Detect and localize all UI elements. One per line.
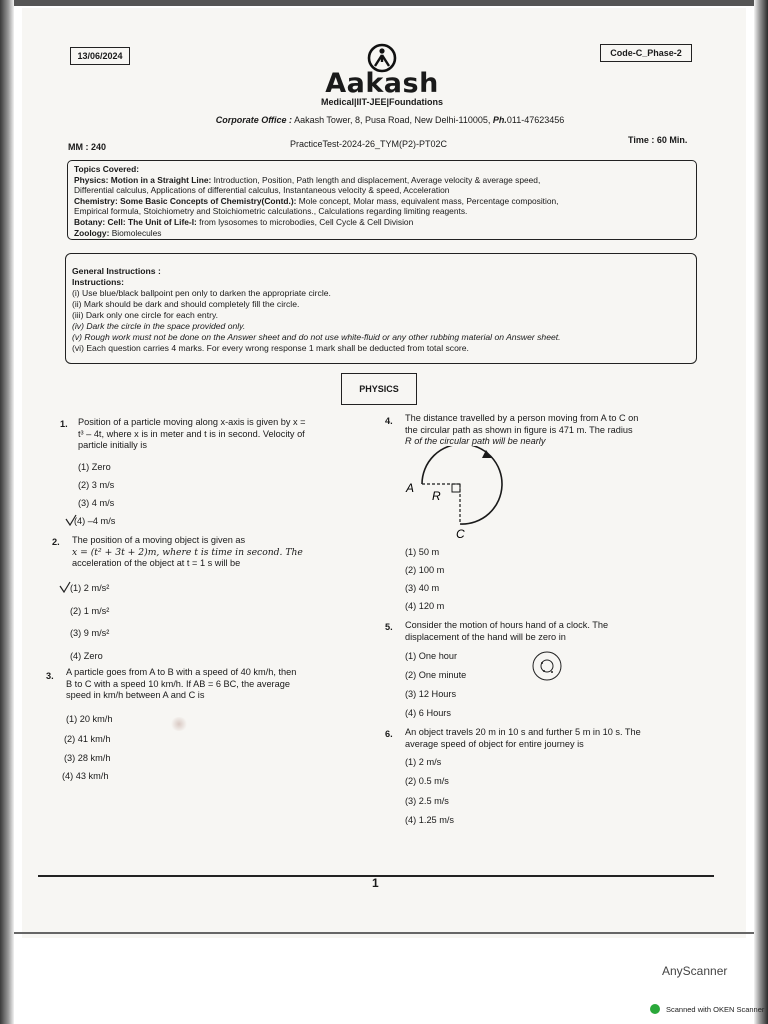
option: (4) –4 m/s [74,516,116,526]
question-number: 4. [385,416,393,426]
paper-code: Code-C_Phase-2 [600,44,692,62]
arrowhead-icon [482,450,492,458]
option: (2) 3 m/s [78,480,115,490]
scan-left-edge [0,0,14,1024]
scan-top-edge [0,0,768,6]
question-number: 5. [385,622,393,632]
option: (2) 100 m [405,565,445,575]
topic-zoology-label: Zoology: [74,227,110,238]
scanned-by-label: Scanned with OKEN Scanner [666,1005,765,1014]
question-line: particle initially is [78,440,147,450]
topic-botany-label: Botany: Cell: The Unit of Life-I: [74,216,197,227]
option: (4) 1.25 m/s [405,815,455,825]
corporate-address: Aakash Tower, 8, Pusa Road, New Delhi-110005, [294,115,491,125]
figure-label-r: R [432,489,441,503]
general-instructions-heading: General Instructions : [72,266,161,276]
option: (3) 4 m/s [78,498,115,508]
instructions-heading: Instructions: [72,277,125,287]
option: (2) One minute [405,670,467,680]
pen-tick-mark-icon [64,513,78,527]
question-line: displacement of the hand will be zero in [405,631,566,642]
max-marks: MM : 240 [68,142,107,152]
question-line: B to C with a speed 10 km/h. If AB = 6 BC, the average [66,678,290,689]
topic-physics-text: Introduction, Position, Path length and displacement, Average velocity & average speed, [213,174,541,185]
option: (4) 6 Hours [405,708,451,718]
question-2-text [72,535,354,570]
topic-chemistry-text-2: Empirical formula, Stoichiometry and Stoichiometric calculations., Calculations regarding limiting reagents. [74,206,468,217]
option: (3) 40 m [405,583,440,593]
pen-sketch-clock-icon [530,649,564,683]
circular-path-figure [400,446,510,542]
exam-date: 13/06/2024 [70,47,130,65]
question-line: The position of a moving object is given as [72,535,246,545]
question-1-text [78,417,358,452]
question-line: the circular path as shown in figure is 471 m. The radius [405,424,633,435]
ink-smudge [170,717,188,731]
option: (1) 2 m/s² [70,583,110,593]
brand-name: Aakash [325,68,439,99]
question-number: 3. [46,671,54,681]
topic-zoology-text: Biomolecules [111,227,162,238]
section-title: PHYSICS [341,373,417,405]
test-name: PracticeTest-2024-26_TYM(P2)-PT02C [290,139,448,149]
option: (1) 50 m [405,547,440,557]
option: (1) 20 km/h [66,714,113,724]
scanner-badge-icon [650,1004,660,1014]
option: (4) 43 km/h [62,771,109,781]
instruction-item: (iv) Dark the circle in the space provided only. [72,321,246,331]
question-line: acceleration of the object at t = 1 s will be [72,558,241,568]
option: (2) 0.5 m/s [405,776,449,786]
scan-right-edge [754,0,768,1024]
question-6-text [405,727,695,750]
question-line: average speed of object for entire journey is [405,738,584,749]
topic-physics-label: Physics: Motion in a Straight Line: [74,174,212,185]
topic-chemistry-text: Mole concept, Molar mass, equivalent mass, Percentage composition, [298,195,559,206]
question-line: Consider the motion of hours hand of a clock. The [405,620,609,630]
topics-heading: Topics Covered: [74,164,139,174]
question-line: Position of a particle moving along x-axis is given by x = [78,417,306,427]
question-line: t³ – 4t, where x is in meter and t is in second. Velocity of [78,428,305,439]
question-3-text [66,667,356,702]
question-line: The distance travelled by a person moving from A to C on [405,413,639,423]
question-number: 1. [60,419,68,429]
instruction-item: (i) Use blue/black ballpoint pen only to darken the appropriate circle. [72,288,331,298]
option: (2) 41 km/h [64,734,111,744]
pen-tick-mark-icon [58,580,72,594]
option: (1) One hour [405,651,458,661]
instruction-item: (ii) Mark should be dark and should completely fill the circle. [72,299,300,309]
instruction-item: (v) Rough work must not be done on the Answer sheet and do not use white-fluid or any other rubbing material on Answer sheet. [72,332,561,342]
question-line: A particle goes from A to B with a speed of 40 km/h, then [66,667,297,677]
instruction-item: (vi) Each question carries 4 marks. For every wrong response 1 mark shall be deducted from total score. [72,343,469,353]
topic-botany-text: from lysosomes to microbodies, Cell Cycle & Cell Division [199,216,414,227]
topic-physics-text-2: Differential calculus, Applications of differential calculus, Instantaneous velocity & speed, Acceleration [74,185,450,196]
option: (1) 2 m/s [405,757,442,767]
option: (4) 120 m [405,601,445,611]
corporate-label: Corporate Office : [215,115,293,125]
figure-label-c: C [456,527,465,541]
option: (4) Zero [70,651,103,661]
topic-chemistry-label: Chemistry: Some Basic Concepts of Chemistry(Contd.): [74,195,297,206]
option: (3) 9 m/s² [70,628,110,638]
page-number: 1 [372,876,379,890]
figure-label-a: A [406,481,415,495]
instructions-box [65,253,697,364]
option: (2) 1 m/s² [70,606,110,616]
option: (3) 2.5 m/s [405,796,449,806]
corporate-office [140,115,640,125]
question-line: An object travels 20 m in 10 s and further 5 m in 10 s. The [405,727,641,737]
right-angle-marker [452,484,460,492]
question-line: x = (t² + 3t + 2)m, where t is time in second. The [72,546,303,558]
topics-box [67,160,697,240]
option: (3) 12 Hours [405,689,457,699]
question-line: speed in km/h between A and C is [66,690,205,700]
scanner-watermark: AnyScanner [662,964,728,978]
question-5-text [405,620,695,643]
phone-label: Ph. [492,115,507,125]
option: (1) Zero [78,462,111,472]
instruction-item: (iii) Dark only one circle for each entry. [72,310,218,320]
option: (3) 28 km/h [64,753,111,763]
time-limit: Time : 60 Min. [628,135,688,145]
phone-number: 011-47623456 [506,115,565,125]
brand-tagline: Medical|IIT-JEE|Foundations [320,97,444,107]
question-line: R of the circular path will be nearly [405,436,546,446]
question-number: 6. [385,729,393,739]
question-4-text [405,413,695,448]
question-number: 2. [52,537,60,547]
scan-page-bottom-edge [14,932,754,934]
